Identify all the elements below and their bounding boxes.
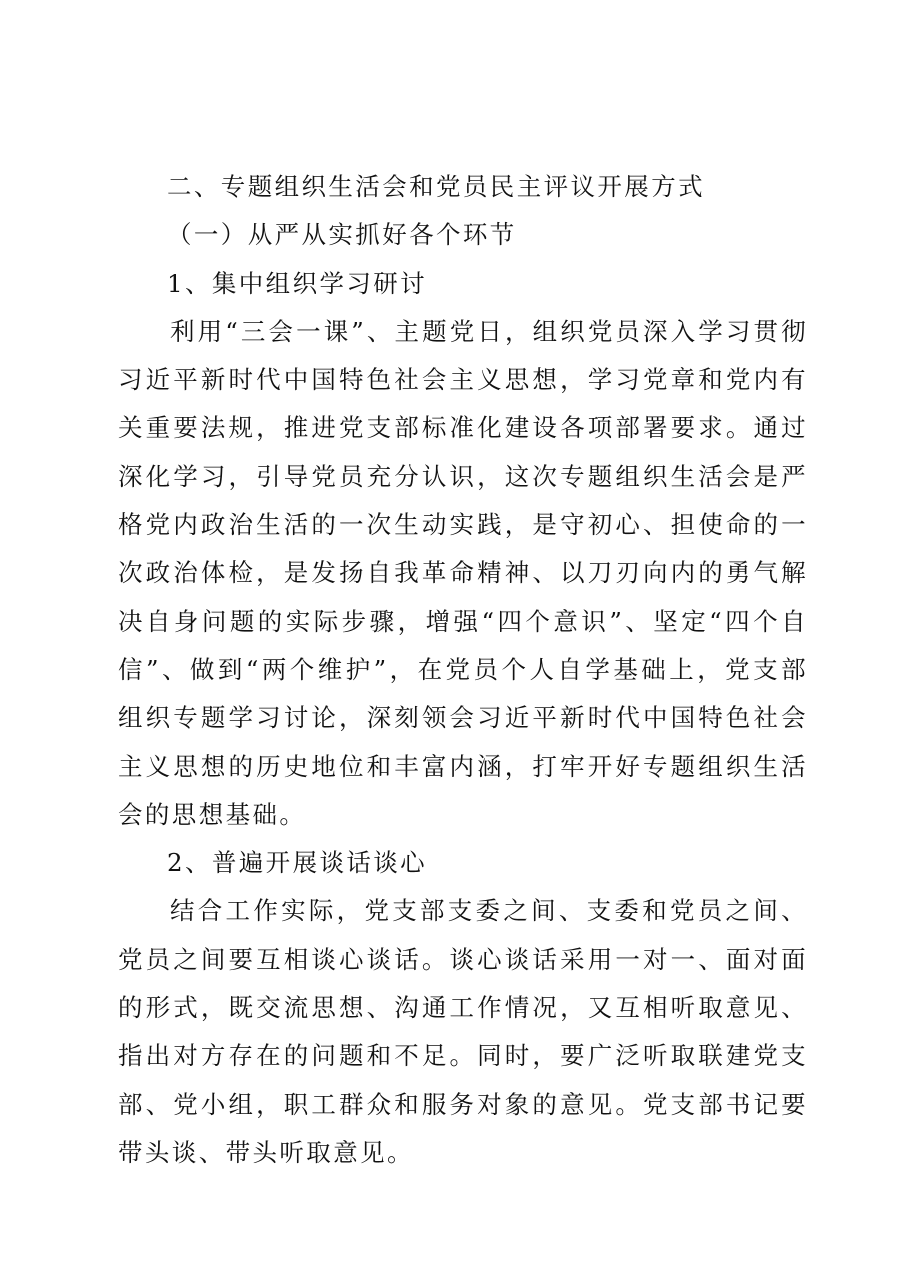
subsection-title: （一）从严从实抓好各个环节 xyxy=(167,220,517,250)
item1-paragraph: 利用“三会一课”、主题党日，组织党员深入学习贯彻习近平新时代中国特色社会主义思想，学习党章和党内有关重要法规，推进党支部标准化建设各项部署要求。通过深化学习，引导党员充分认识，这次专题组织生活会是严格党内政治生活的一次生动实践，是守初心、担使命的一次政治体检，是发扬自我革命精神、以刀刃向内的勇气解决自身问题的实际步骤，增强“四个意识”、坚定“四个自信”、做到“两个维护”，在党员个人自学基础上，党支部组织专题学习讨论，深刻领会习近平新时代中国特色社会主义思想的历史地位和丰富内涵，打牢开好专题组织生活会的思想基础。 xyxy=(118,316,808,829)
item2-heading: 2、普遍开展谈话谈心 xyxy=(167,848,428,878)
item1-heading: 1、集中组织学习研讨 xyxy=(167,268,428,298)
document-body xyxy=(118,163,808,1177)
item2-paragraph: 结合工作实际，党支部支委之间、支委和党员之间、党员之间要互相谈心谈话。谈心谈话采用一对一、面对面的形式，既交流思想、沟通工作情况，又互相听取意见、指出对方存在的问题和不足。同时，要广泛听取联建党支部、党小组，职工群众和服务对象的意见。党支部书记要带头谈、带头听取意见。 xyxy=(118,896,808,1167)
section-title: 二、专题组织生活会和党员民主评议开展方式 xyxy=(167,172,705,201)
